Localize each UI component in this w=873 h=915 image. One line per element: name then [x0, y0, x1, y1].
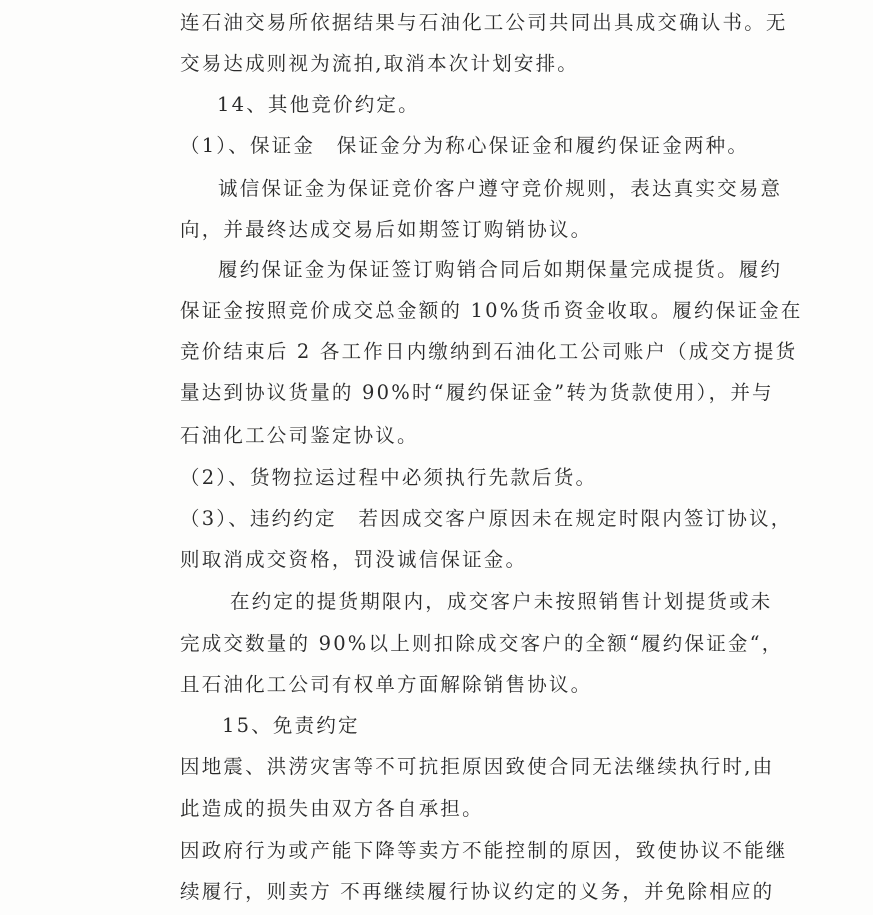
- text-line-5: 诚信保证金为保证竞价客户遵守竞价规则，表达真实交易意: [218, 177, 783, 200]
- text-line-2: 交易达成则视为流拍,取消本次计划安排。: [180, 52, 579, 75]
- text-line-4: （1）、保证金 保证金分为称心保证金和履约保证金两种。: [180, 134, 750, 157]
- text-line-15: 在约定的提货期限内，成交客户未按照销售计划提货或未: [230, 590, 773, 613]
- section-heading-15: 15、免责约定: [222, 714, 360, 737]
- text-line-21: 因政府行为或产能下降等卖方不能控制的原因，致使协议不能继: [180, 839, 788, 862]
- text-line-1: 连石油交易所依据结果与石油化工公司共同出具成交确认书。无: [180, 11, 788, 34]
- text-line-8: 保证金按照竞价成交总金额的 10%货币资金收取。履约保证金在: [180, 299, 803, 322]
- text-line-12: （2）、货物拉运过程中必须执行先款后货。: [180, 466, 598, 489]
- text-line-6: 向，并最终达成交易后如期签订购销协议。: [180, 218, 593, 241]
- text-line-14: 则取消成交资格，罚没诚信保证金。: [180, 548, 528, 571]
- text-line-11: 石油化工公司鉴定协议。: [180, 424, 419, 447]
- text-line-10: 量达到协议货量的 90%时“履约保证金”转为货款使用），并与: [180, 381, 774, 404]
- text-line-7: 履约保证金为保证签订购销合同后如期保量完成提货。履约: [218, 258, 783, 281]
- text-line-9: 竞价结束后 2 各工作日内缴纳到石油化工公司账户（成交方提货: [180, 340, 798, 363]
- text-line-19: 因地震、洪涝灾害等不可抗拒原因致使合同无法继续执行时,由: [180, 755, 775, 778]
- text-line-22: 续履行，则卖方 不再继续履行协议约定的义务，并免除相应的: [180, 880, 775, 903]
- section-heading-14: 14、其他竞价约定。: [217, 93, 420, 116]
- text-line-20: 此造成的损失由双方各自承担。: [180, 797, 484, 820]
- text-line-13: （3）、违约约定 若因成交客户原因未在规定时限内签订协议，: [180, 507, 793, 530]
- text-line-16: 完成交数量的 90%以上则扣除成交客户的全额“履约保证金“，: [180, 632, 784, 655]
- text-line-17: 且石油化工公司有权单方面解除销售协议。: [180, 673, 593, 696]
